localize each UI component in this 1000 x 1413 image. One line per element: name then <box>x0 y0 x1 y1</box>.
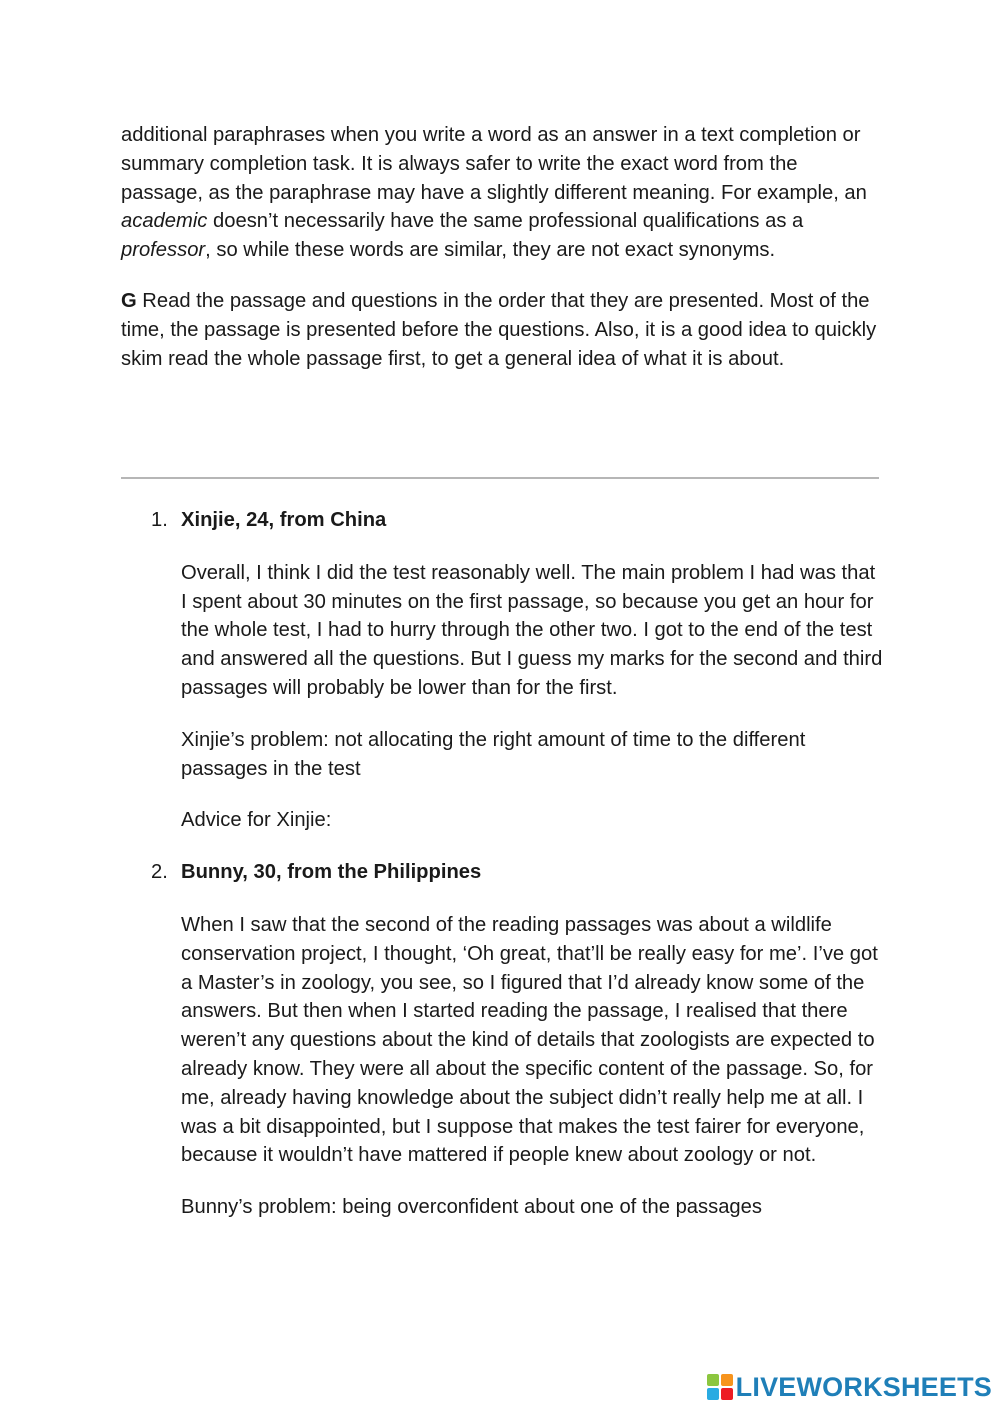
liveworksheets-logo[interactable] <box>707 1367 992 1407</box>
item-number: 1. <box>151 509 168 531</box>
intro-paragraph-g <box>121 287 883 373</box>
item-title: Xinjie, 24, from China <box>181 509 387 531</box>
item-heading <box>121 858 883 887</box>
intro-section <box>121 121 883 395</box>
item-number: 2. <box>151 861 168 884</box>
intro-text-part: , so while these words are similar, they are not exact synonyms. <box>205 239 776 262</box>
item-body <box>121 911 883 1222</box>
student-advice: Advice for Xinjie: <box>181 809 332 832</box>
logo-square-red <box>721 1388 733 1400</box>
logo-square-orange <box>721 1374 733 1386</box>
intro-text-part: additional paraphrases when you write a word as an answer in a text completion or summary completion task. It is always safer to write the exact word from the passage, as the paraphrase may have a slightly different meaning. For example, an <box>121 124 867 204</box>
section-divider <box>121 477 879 479</box>
list-item-bunny <box>121 858 883 1222</box>
tip-letter: G <box>121 289 137 312</box>
student-quote: Overall, I think I did the test reasonably well. The main problem I had was that I spent about 30 minutes on the first passage, so because you get an hour for the whole test, I had to hurry through the other two. I got to the end of the test and answered all the questions. But I guess my marks for the second and third passages will probably be lower than for the first. <box>181 561 883 699</box>
tip-text: Read the passage and questions in the order that they are presented. Most of the time, the passage is presented before the questions. Also, it is a good idea to quickly skim read the whole passage first, to get a general idea of what it is about. <box>121 289 877 370</box>
item-heading <box>121 506 883 535</box>
logo-square-blue <box>707 1388 719 1400</box>
student-problem: Bunny’s problem: being overconfident about one of the passages <box>181 1196 762 1219</box>
student-list <box>121 506 883 1245</box>
logo-grid-icon <box>707 1374 733 1400</box>
student-quote: When I saw that the second of the reading passages was about a wildlife conservation project, I thought, ‘Oh great, that’ll be really easy for me’. I’ve got a Master’s in zoology, you see, so I figured that I’d already know some of the answers. But then when I started reading the passage, I realised that there weren’t any questions about the kind of details that zoologists are expected to already know. They were all about the specific content of the passage. So, for me, already having knowledge about the subject didn’t really help me at all. I was a bit disappointed, but I suppose that makes the test fairer for everyone, because it wouldn’t have mattered if people knew about zoology or not. <box>181 913 878 1167</box>
logo-square-green <box>707 1374 719 1386</box>
intro-text-part: doesn’t necessarily have the same professional qualifications as a <box>207 210 804 233</box>
intro-emphasis-professor: professor <box>121 239 206 262</box>
intro-paragraph-paraphrases <box>121 121 883 265</box>
item-body <box>121 559 883 835</box>
item-title: Bunny, 30, from the Philippines <box>181 861 482 884</box>
list-item-xinjie <box>121 506 883 835</box>
student-problem: Xinjie’s problem: not allocating the right amount of time to the different passages in the test <box>181 728 806 780</box>
logo-text: LIVEWORKSHEETS <box>735 1371 992 1402</box>
intro-emphasis-academic: academic <box>121 210 208 233</box>
